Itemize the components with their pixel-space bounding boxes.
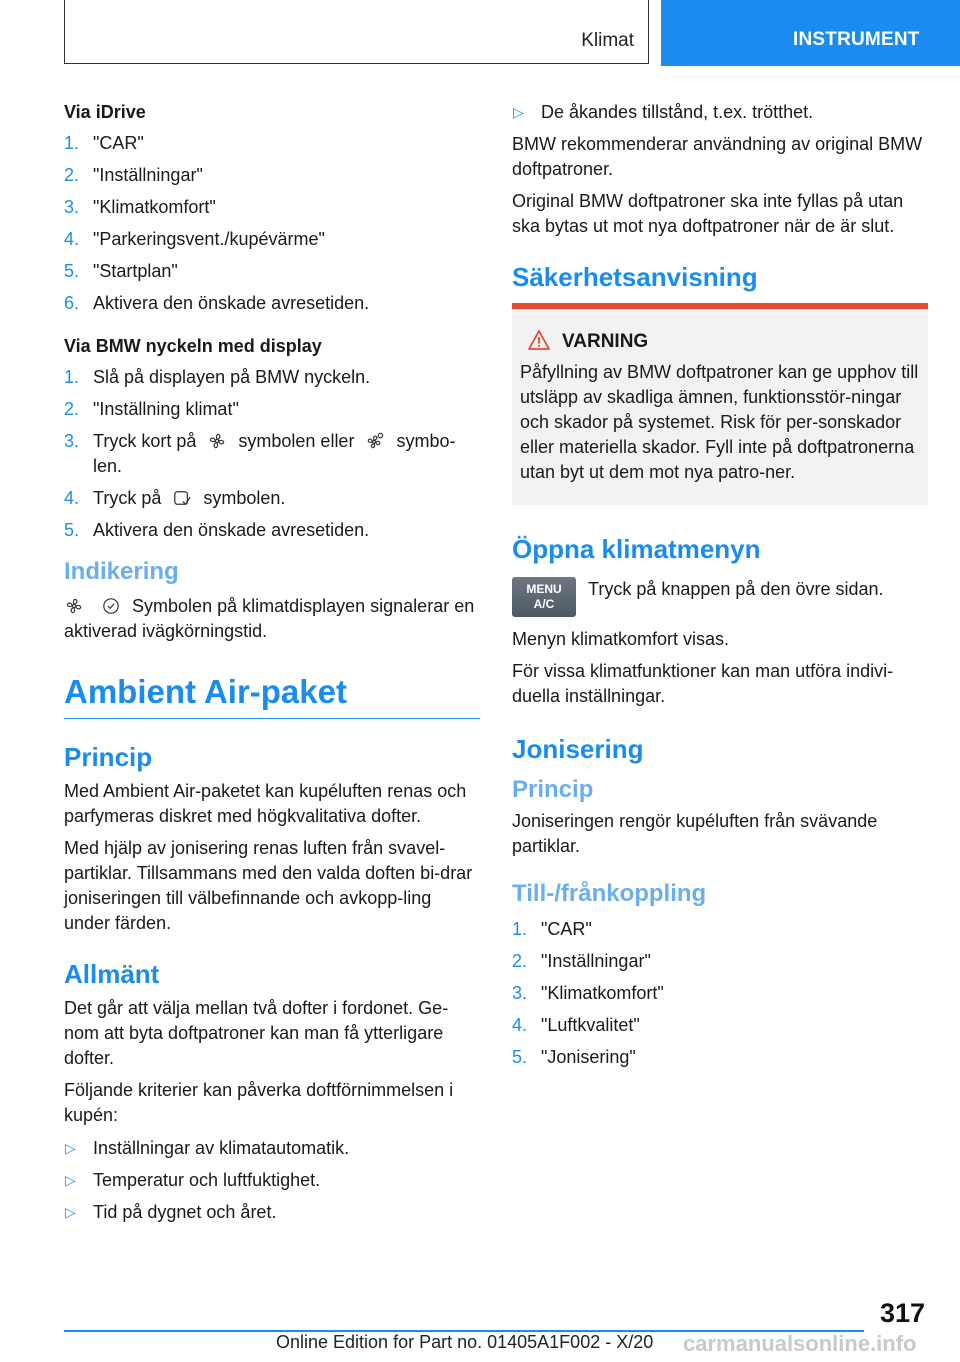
list-item: ▷ Inställningar av klimatautomatik.: [64, 1136, 480, 1161]
step-item: 3. "Klimatkomfort": [512, 983, 664, 1003]
header-chapter-label: INSTRUMENT: [793, 29, 920, 50]
ambient-air-heading: Ambient Air-paket: [64, 672, 480, 719]
jonisering-heading: Jonisering: [512, 734, 644, 764]
menu-instruction-row: [512, 577, 928, 617]
list-item: ▷ Tid på dygnet och året.: [64, 1200, 480, 1225]
triangle-bullet-icon: ▷: [513, 104, 524, 120]
indikering-heading: Indikering: [64, 558, 179, 585]
fan-icon: [64, 597, 84, 615]
step-item: 2. "Inställning klimat": [64, 399, 239, 419]
warning-title: VARNING: [520, 329, 920, 354]
step-item: 1. "CAR": [64, 133, 144, 153]
recommendation-paragraph-2: Original BMW doftpatroner ska inte fyllas på utan ska bytas ut mot nya doftpatroner när de är slut.: [512, 191, 904, 236]
allmant-heading: Allmänt: [64, 959, 160, 989]
allmant-paragraph-1: Det går att välja mellan två dofter i fordonet. Ge-nom att byta doftpatroner kan man få ytterligare dofter.: [64, 998, 449, 1068]
criteria-list-continued: [512, 100, 928, 125]
list-item: ▷ Temperatur och luftfuktighet.: [64, 1168, 480, 1193]
triangle-bullet-icon: ▷: [65, 1204, 76, 1220]
header-section-label: Klimat: [581, 30, 634, 51]
jonisering-princip-heading: Princip: [512, 776, 594, 803]
till-fran-steps: [512, 917, 928, 1070]
via-idrive-steps: [64, 131, 480, 316]
recommendation-paragraph-1: BMW rekommenderar användning av original BMW doftpatroner.: [512, 134, 923, 179]
via-key-title: Via BMW nyckeln med display: [64, 336, 322, 356]
step-item: 2. "Inställningar": [512, 951, 651, 971]
step-item: 5. "Startplan": [64, 261, 178, 281]
step-item: 1. Slå på displayen på BMW nyckeln.: [64, 367, 371, 387]
step-item: 4. Tryck på symbolen.: [64, 488, 286, 508]
step-item: 2. "Inställningar": [64, 165, 203, 185]
step-item: 4. "Parkeringsvent./kupévärme": [64, 229, 325, 249]
fan-icon: [207, 432, 227, 450]
step-item: 3. Tryck kort på symbolen eller symbo-len.: [64, 431, 456, 476]
footer-edition: Online Edition for Part no. 01405A1F002 - X/20: [276, 1332, 654, 1352]
page-number: 317: [880, 1298, 926, 1328]
princip-paragraph-1: Med Ambient Air-paketet kan kupéluften renas och parfymeras diskret med högkvalitativa dofter.: [64, 781, 467, 826]
confirm-icon: [172, 489, 192, 507]
watermark: carmanualsonline.info: [683, 1331, 917, 1356]
step-item: 6. Aktivera den önskade avresetiden.: [64, 293, 370, 313]
warning-box: [512, 303, 928, 505]
step-item: 3. "Klimatkomfort": [64, 197, 216, 217]
header-section-box: [64, 0, 649, 64]
list-item: ▷ De åkandes tillstånd, t.ex. trötthet.: [512, 100, 928, 125]
clock-icon: [101, 597, 121, 615]
allmant-paragraph-2: Följande kriterier kan påverka doftförnimmelsen i kupén:: [64, 1080, 454, 1125]
right-column: [512, 100, 928, 1077]
triangle-bullet-icon: ▷: [65, 1140, 76, 1156]
princip-paragraph-2: Med hjälp av jonisering renas luften från svavel-partiklar. Tillsammans med den valda doften bi-drar joniseringen till välbefinnande och avkopp-ling under färden.: [64, 838, 473, 933]
fan-timer-icon: [365, 432, 385, 450]
criteria-list: [64, 1136, 480, 1225]
princip-heading: Princip: [64, 742, 153, 772]
safety-heading: Säkerhetsanvisning: [512, 262, 758, 292]
till-fran-heading: Till-/frånkoppling: [512, 880, 707, 907]
warning-text: Påfyllning av BMW doftpatroner kan ge upphov till utsläpp av skadliga ämnen, funktionsstör-ningar och skador på systemet. Risk för per-sonskador eller materiella skador. Fyll inte på doftpatronerna utan byt ut dem mot nya patro-ner.: [520, 362, 919, 482]
open-menu-heading: Öppna klimatmenyn: [512, 534, 761, 564]
triangle-bullet-icon: ▷: [65, 1172, 76, 1188]
via-key-steps: [64, 365, 480, 543]
step-item: 1. "CAR": [512, 919, 592, 939]
warning-triangle-icon: [528, 330, 550, 350]
menu-ac-button-image: MENU A/C: [512, 577, 576, 617]
via-idrive-title: Via iDrive: [64, 102, 146, 122]
header-chapter-tab: [661, 0, 960, 66]
menu-paragraph-2: För vissa klimatfunktioner kan man utföra indivi-duella inställningar.: [512, 661, 894, 706]
jonisering-princip-text: Joniseringen rengör kupéluften från svävande partiklar.: [512, 811, 878, 856]
step-item: 5. Aktivera den önskade avresetiden.: [64, 520, 370, 540]
step-item: 4. "Luftkvalitet": [512, 1015, 640, 1035]
open-menu-text: Tryck på knappen på den övre sidan.: [588, 579, 884, 599]
menu-paragraph-1: Menyn klimatkomfort visas.: [512, 629, 730, 649]
step-item: 5. "Jonisering": [512, 1047, 636, 1067]
left-column: [64, 100, 480, 1232]
indikering-text: Symbolen på klimatdisplayen signalerar en aktiverad ivägkörningstid.: [64, 596, 475, 641]
